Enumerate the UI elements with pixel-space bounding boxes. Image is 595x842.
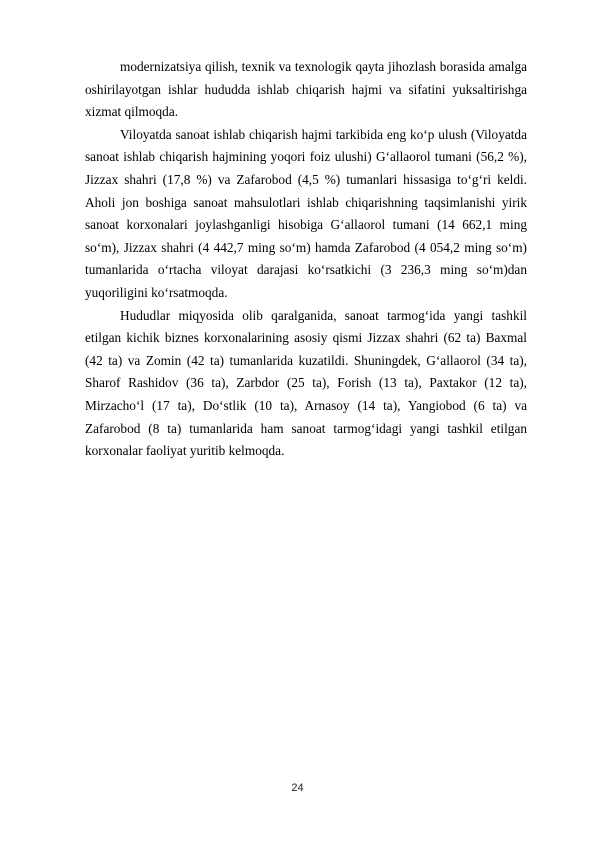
paragraph-3: Hududlar miqyosida olib qaralganida, sanoat tarmog‘ida yangi tashkil etilgan kichik biznes korxonalarining asosiy qismi Jizzax shahri (62 ta) Baxmal (42 ta) va Zomin (42 ta) tumanlarida kuzatildi. Shuningdek, G‘allaorol (34 ta), Sharof Rashidov (36 ta), Zarbdor (25 ta), Forish (13 ta), Paxtakor (12 ta), Mirzacho‘l (17 ta), Do‘stlik (10 ta), Arnasoy (14 ta), Yangiobod (6 ta) va Zafarobod (8 ta) tumanlarida ham sanoat tarmog‘idagi yangi tashkil etilgan korxonalar faoliyat yuritib kelmoqda. — [85, 307, 527, 459]
document-body — [85, 56, 527, 463]
paragraph-2: Viloyatda sanoat ishlab chiqarish hajmi tarkibida eng ko‘p ulush (Viloyatda sanoat ishlab chiqarish hajmining yoqori foiz ulushi) G‘allaorol tumani (56,2 %), Jizzax shahri (17,8 %) va Zafarobod (4,5 %) tumanlari hissasiga to‘g‘ri keldi. Aholi jon boshiga sanoat mahsulotlari ishlab chiqarishning taqsimlanishi yirik sanoat korxonalari joylashganligi hisobiga G‘allaorol tumani (14 662,1 ming so‘m), Jizzax shahri (4 442,7 ming so‘m) hamda Zafarobod (4 054,2 ming so‘m) tumanlarida o‘rtacha viloyat darajasi ko‘rsatkichi (3 236,3 ming so‘m)dan yuqoriligini ko‘rsatmoqda. — [85, 126, 527, 300]
paragraph-1: modernizatsiya qilish, texnik va texnologik qayta jihozlash borasida amalga oshirilayotgan ishlar hududda ishlab chiqarish hajmi va sifatini yuksaltirishga xizmat qilmoqda. — [85, 59, 527, 120]
page-number: 24 — [291, 782, 304, 794]
